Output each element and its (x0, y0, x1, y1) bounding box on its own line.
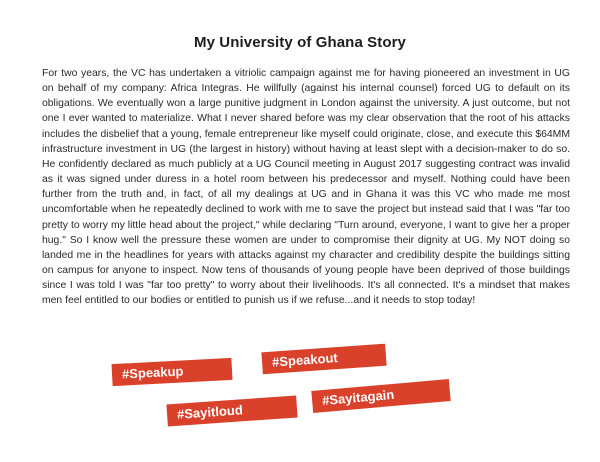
hashtag-speakup: #Speakup (112, 358, 233, 386)
page-title: My University of Ghana Story (193, 34, 407, 51)
hashtag-sayitagain: #Sayitagain (311, 379, 450, 413)
story-paragraph: For two years, the VC has undertaken a vitriolic campaign against me for having pioneered an investment in UG on behalf of my company: Africa Integras. He willfully (against his internal counsel) forced UG to default on its obligations. We eventually won a large punitive judgment in London against the university. A just outcome, but not one I ever wanted to materialize. What I never shared before was my clear observation that the root of his attacks includes the disbelief that a young, female entrepreneur like myself could originate, close, and execute this $64MM infrastructure investment in UG (the largest in history) without having at least slept with a decision-maker to do so. He confidently declared as much publicly at a UG Council meeting in August 2017 suggesting contract was invalid as it was signed under duress in a hotel room between his predecessor and myself. Nothing could have been further from the truth and, in fact, of all my dealings at UG and in Ghana it was this VC who made me most uncomfortable when he repeatedly declined to work with me to save the project but instead said that I was "far too pretty to worry my little head about the project," while declaring "Turn around, everyone, I want to give her a proper hug." So I know well the pressure these women are under to compromise their dignity at UG. My NOT doing so landed me in the headlines for years with attacks against my character and credibility despite the buildings sitting on campus for anyone to inspect. Now tens of thousands of young people have been deprived of those buildings since I was told I was "far too pretty" to worry about their livelihoods. It's all connected. It's a mindset that makes men feel entitled to our bodies or entitled to punish us if we refuse...and it needs to stop today! (42, 68, 570, 307)
hashtag-sayitloud: #Sayitloud (166, 395, 297, 426)
hashtag-speakout: #Speakout (261, 344, 386, 375)
